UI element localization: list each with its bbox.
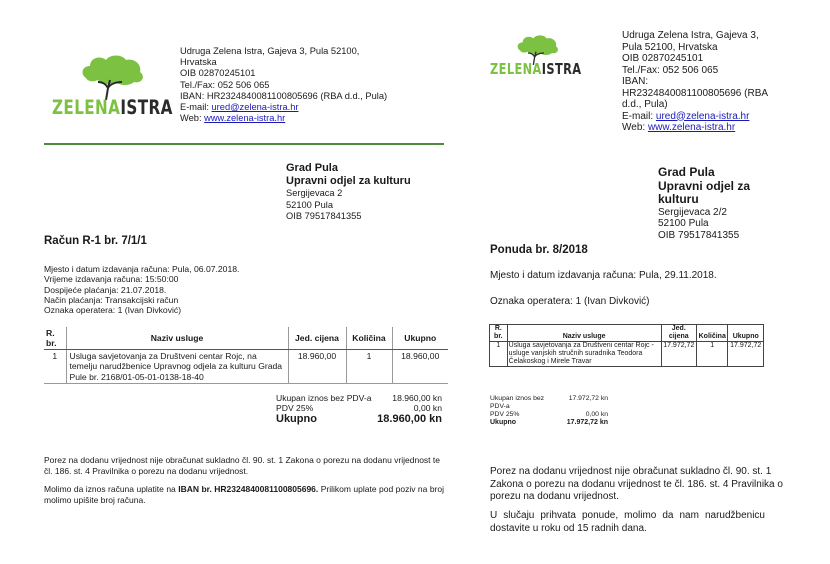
recipient-oib: OIB 79517841355 xyxy=(658,229,740,241)
invoice-totals xyxy=(276,393,442,426)
issuer-iban: IBAN: HR2324840081100805696 (RBA d.d., Pula) xyxy=(180,90,388,101)
table-header-row xyxy=(44,327,448,350)
recipient-details xyxy=(286,162,411,223)
table-row xyxy=(44,350,448,384)
table-header-row xyxy=(490,325,764,342)
invoice-title: Račun R-1 br. 7/1/1 xyxy=(44,235,147,247)
cell-service: Usluga savjetovanja za Društveni centar Rojc, na temelju narudžbenice Upravnog odjela za kulturu Grada Pule br. 2168/01-05-01-0138-18-40 xyxy=(66,350,288,384)
issuer-email-line: E-mail: ured@zelena-istra.hr xyxy=(180,102,299,113)
net-row: Ukupan iznos bez PDV-a 17.972,72 kn xyxy=(490,395,608,410)
offer-items-table xyxy=(489,324,764,367)
issuer-details xyxy=(622,30,802,134)
table-row xyxy=(490,342,764,367)
vat-row: PDV 25% 0,00 kn xyxy=(490,411,608,418)
recipient-department: Upravni odjel za kulturu xyxy=(286,175,411,187)
cell-total: 17.972,72 xyxy=(728,342,764,367)
col-header-service: Naziv usluge xyxy=(507,325,661,342)
issuer-web-line: Web: www.zelena-istra.hr xyxy=(622,122,736,133)
issuer-web-line: Web: www.zelena-istra.hr xyxy=(180,113,286,124)
zelena-istra-logo xyxy=(490,33,582,78)
issuer-city: Pula 52100, Hrvatska xyxy=(622,41,718,53)
invoice-meta xyxy=(44,264,239,315)
invoice-items-table xyxy=(44,327,448,384)
issuer-phone: Tel./Fax: 052 506 065 xyxy=(180,79,270,90)
col-header-unit-price: Jed. cijena xyxy=(288,327,346,350)
cell-quantity: 1 xyxy=(346,350,392,384)
issue-time: Vrijeme izdavanja računa: 15:50:00 xyxy=(44,274,179,285)
vat-note: Porez na dodanu vrijednost nije obračunat sukladno čl. 90. st. 1 Zakona o porezu na dodanu vrijednost te čl. 186. st. 4 Pravilnika o porezu na dodanu vrijednost. xyxy=(44,455,440,476)
col-header-quantity: Količina xyxy=(346,327,392,350)
payment-note: Molimo da iznos računa uplatite na IBAN br. HR2324840081100805696. Prilikom uplate pod poziv na broj molimo upišite broj računa. xyxy=(44,484,444,505)
cell-number: 1 xyxy=(490,342,508,367)
cell-unit-price: 17.972,72 xyxy=(661,342,697,367)
issuer-iban: HR2324840081100805696 (RBA xyxy=(622,87,769,99)
net-row: Ukupan iznos bez PDV-a 18.960,00 kn xyxy=(276,393,442,403)
issuer-address: Udruga Zelena Istra, Gajeva 3, Pula 52100, xyxy=(180,46,360,56)
recipient-department-cont: kulturu xyxy=(658,192,699,206)
issuer-country: Hrvatska xyxy=(180,57,217,68)
col-header-unit-price: Jed. cijena xyxy=(661,325,697,342)
website-link[interactable]: www.zelena-istra.hr xyxy=(647,122,736,133)
recipient-city: 52100 Pula xyxy=(658,218,709,229)
email-link[interactable]: ured@zelena-istra.hr xyxy=(655,110,750,122)
issuer-email-line: E-mail: ured@zelena-istra.hr xyxy=(622,110,750,122)
issuer-oib: OIB 02870245101 xyxy=(622,53,704,64)
logo-wordmark: ZELENAISTRA xyxy=(490,60,582,78)
offer-title: Ponuda br. 8/2018 xyxy=(490,244,588,256)
recipient-department: Upravni odjel za xyxy=(658,178,751,193)
cell-service: Usluga savjetovanja za Društveni centar Rojc - usluge vanjskih stručnih suradnika Teodora Čelakoskog i Mirele Travar xyxy=(507,342,661,367)
issue-date: Mjesto i datum izdavanja računa: Pula, 29.11.2018. xyxy=(490,270,717,281)
offer-totals xyxy=(490,395,608,427)
issuer-iban-label: IBAN: xyxy=(622,76,649,87)
issuer-address: Udruga Zelena Istra, Gajeva 3, xyxy=(622,30,759,41)
grand-total-row: Ukupno 18.960,00 kn xyxy=(276,413,442,425)
vat-row: PDV 25% 0,00 kn xyxy=(276,403,442,413)
cell-quantity: 1 xyxy=(697,342,728,367)
vat-note: Porez na dodanu vrijednost nije obračunat sukladno čl. 90. st. 1 Zakona o porezu na dodanu vrijednost te čl. 186. st. 4 Pravilnika o porezu na dodanu vrijednost. xyxy=(490,466,783,502)
operator: Oznaka operatera: 1 (Ivan Divković) xyxy=(490,296,650,307)
col-header-total: Ukupno xyxy=(728,325,764,342)
payment-method: Način plaćanja: Transakcijski račun xyxy=(44,294,179,305)
zelena-istra-logo xyxy=(52,52,173,120)
col-header-number: R. br. xyxy=(490,325,508,342)
col-header-service: Naziv usluge xyxy=(66,327,288,350)
recipient-city: 52100 Pula xyxy=(286,199,334,210)
issue-date: Mjesto i datum izdavanja računa: Pula, 06.07.2018. xyxy=(44,264,240,274)
col-header-quantity: Količina xyxy=(697,325,728,342)
issuer-oib: OIB 02870245101 xyxy=(180,68,256,79)
cell-unit-price: 18.960,00 xyxy=(288,350,346,384)
recipient-street: Sergijevaca 2 xyxy=(286,188,343,198)
cell-total: 18.960,00 xyxy=(392,350,448,384)
logo-wordmark: ZELENAISTRA xyxy=(52,96,173,119)
due-date: Dospijeće plaćanja: 21.07.2018. xyxy=(44,284,167,295)
website-link[interactable]: www.zelena-istra.hr xyxy=(204,113,286,124)
header-divider xyxy=(44,143,444,145)
grand-total-row: Ukupno 17.972,72 kn xyxy=(490,419,608,426)
operator: Oznaka operatera: 1 (Ivan Divković) xyxy=(44,305,182,316)
recipient-oib: OIB 79517841355 xyxy=(286,211,362,221)
recipient-street: Sergijevaca 2/2 xyxy=(658,206,727,218)
acceptance-note: U slučaju prihvata ponude, molimo da nam narudžbenicu dostavite u roku od 15 radnih dana. xyxy=(490,510,765,534)
recipient-name: Grad Pula xyxy=(658,165,715,179)
recipient-details xyxy=(658,166,750,241)
issuer-phone: Tel./Fax: 052 506 065 xyxy=(622,64,719,76)
recipient-name: Grad Pula xyxy=(286,162,338,174)
tree-icon xyxy=(78,52,148,100)
col-header-number: R. br. xyxy=(44,327,66,350)
issuer-details xyxy=(180,46,400,124)
email-link[interactable]: ured@zelena-istra.hr xyxy=(211,102,299,113)
issuer-bank: d.d., Pula) xyxy=(622,99,668,110)
col-header-total: Ukupno xyxy=(392,327,448,350)
payment-iban: IBAN br. HR2324840081100805696. xyxy=(178,484,319,494)
cell-number: 1 xyxy=(52,351,58,361)
